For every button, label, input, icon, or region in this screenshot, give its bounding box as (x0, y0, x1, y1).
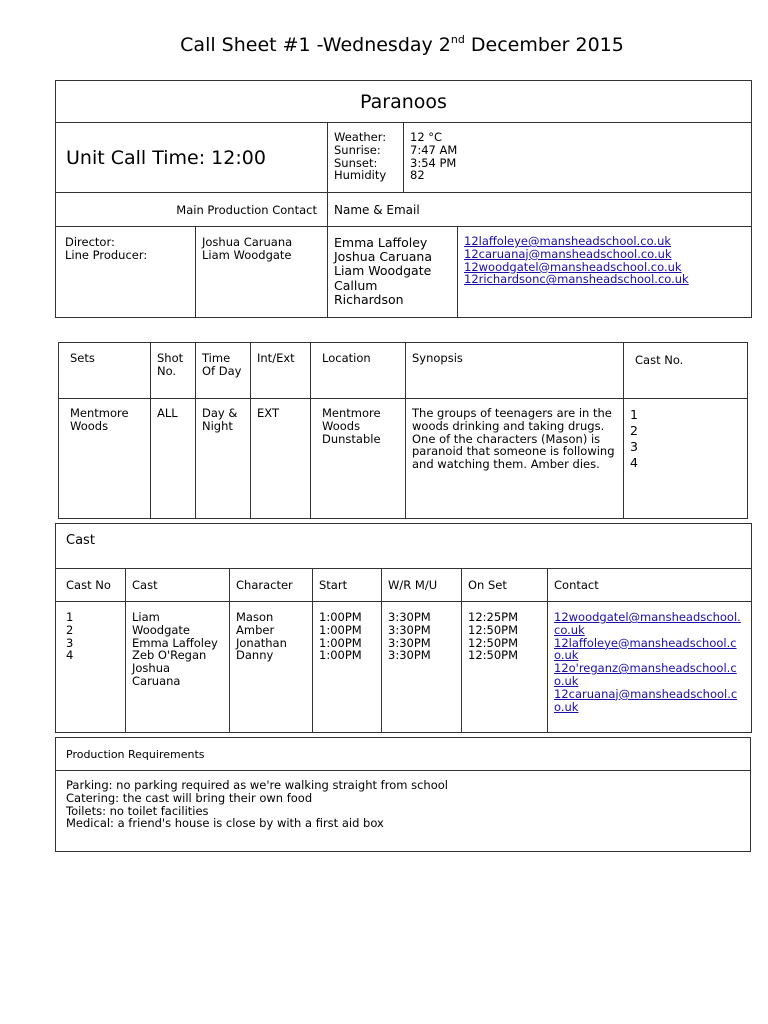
location-cell: Mentmore Woods Dunstable (311, 399, 406, 519)
schedule-header-row (59, 343, 748, 399)
title-text-end: December 2015 (464, 34, 624, 56)
sunset-label: Sunset: (334, 155, 378, 170)
humidity-value: 82 (410, 168, 425, 183)
shot-no-cell: ALL (151, 399, 196, 519)
requirements-header: Production Requirements (56, 738, 751, 771)
contact-cell (548, 602, 752, 733)
email-link[interactable]: 12caruanaj@mansheadschool.c o.uk (554, 686, 738, 714)
cast-header-row (56, 569, 752, 602)
column-header: On Set (462, 569, 548, 602)
contact-name: Joshua Caruana (334, 249, 433, 265)
requirement-medical: Medical: a friend's house is close by with a first aid box (66, 816, 384, 831)
email-link[interactable]: 12woodgatel@mansheadschool.co.uk (464, 259, 682, 274)
column-header: Cast (126, 569, 230, 602)
cast-names-cell: Liam Woodgate Emma Laffoley Zeb O'Regan Joshua Caruana (126, 602, 230, 733)
production-requirements-table (55, 737, 751, 852)
email-link[interactable]: 12o'reganz@mansheadschool.c o.uk (554, 661, 737, 688)
email-link[interactable]: 12woodgatel@mansheadschool. co.uk (554, 610, 741, 637)
title-superscript: nd (450, 33, 465, 46)
unit-call-time: Unit Call Time: 12:00 (56, 123, 328, 193)
email-link[interactable]: 12laffoleye@mansheadschool.c o.uk (554, 635, 737, 663)
wr-mu-cell: 3:30PM 3:30PM 3:30PM 3:30PM (382, 602, 462, 733)
production-info-table (55, 80, 752, 318)
cast-no-cell: 1 2 3 4 (56, 602, 126, 733)
cast-no-cell: 1 2 3 4 (624, 399, 748, 519)
contact-names-cell (328, 227, 458, 318)
time-of-day-cell: Day & Night (196, 399, 251, 519)
contact-name: Emma Laffoley (334, 235, 428, 250)
int-ext-cell: EXT (251, 399, 311, 519)
sunset-value: 3:54 PM (410, 155, 457, 170)
column-header: Int/Ext (251, 343, 311, 399)
role-line-producer: Line Producer: (65, 247, 148, 262)
title-text: Call Sheet #1 -Wednesday 2 (180, 34, 451, 56)
weather-values (404, 123, 752, 193)
synopsis-cell: The groups of teenagers are in the woods drinking and taking drugs. One of the characters (Mason) is paranoid that someone is following and watching them. Amber dies. (406, 399, 624, 519)
contact-name: Callum (334, 277, 378, 293)
column-header: Cast No. (624, 343, 748, 399)
weather-labels (328, 123, 404, 193)
weather-value: 12 °C (410, 130, 443, 144)
column-header: Character (230, 569, 313, 602)
column-header: Cast No (56, 569, 126, 602)
sets-cell: Mentmore Woods (59, 399, 151, 519)
contact-emails-cell (458, 227, 752, 318)
sunrise-label: Sunrise: (334, 142, 381, 157)
column-header: Start (313, 569, 382, 602)
page-title (0, 32, 768, 58)
film-title: Paranoos (56, 81, 752, 123)
requirement-parking: Parking: no parking required as we're walking straight from school (66, 778, 448, 792)
column-header: Time Of Day (196, 343, 251, 399)
weather-label: Weather: (334, 130, 387, 144)
column-header: Sets (59, 343, 151, 399)
humidity-label: Humidity (334, 168, 387, 183)
contact-name: Richardson (334, 291, 404, 307)
column-header: W/R M/U (382, 569, 462, 602)
main-production-contact-label: Main Production Contact (56, 193, 328, 227)
cast-table (55, 523, 752, 733)
cast-caption: Cast (56, 524, 752, 569)
column-header: Synopsis (406, 343, 624, 399)
schedule-table (58, 342, 748, 519)
start-cell: 1:00PM 1:00PM 1:00PM 1:00PM (313, 602, 382, 733)
name-email-label: Name & Email (328, 193, 752, 227)
director-name: Joshua Caruana (202, 235, 293, 249)
table-row (56, 602, 752, 733)
line-producer-name: Liam Woodgate (202, 247, 292, 262)
roles-cell (56, 227, 196, 318)
column-header: Location (311, 343, 406, 399)
contact-name: Liam Woodgate (334, 263, 432, 279)
role-director: Director: (65, 235, 115, 249)
requirements-body (56, 771, 751, 852)
on-set-cell: 12:25PM 12:50PM 12:50PM 12:50PM (462, 602, 548, 733)
sunrise-value: 7:47 AM (410, 142, 458, 157)
requirement-catering: Catering: the cast will bring their own food (66, 790, 313, 805)
character-cell: Mason Amber Jonathan Danny (230, 602, 313, 733)
email-link[interactable]: 12caruanaj@mansheadschool.co.uk (464, 246, 672, 261)
email-link[interactable]: 12richardsonc@mansheadschool.co.uk (464, 272, 689, 287)
requirement-toilets: Toilets: no toilet facilities (66, 803, 209, 818)
table-row (59, 399, 748, 519)
column-header: Shot No. (151, 343, 196, 399)
email-link[interactable]: 12laffoleye@mansheadschool.co.uk (464, 234, 672, 248)
role-people-cell (196, 227, 328, 318)
column-header: Contact (548, 569, 752, 602)
